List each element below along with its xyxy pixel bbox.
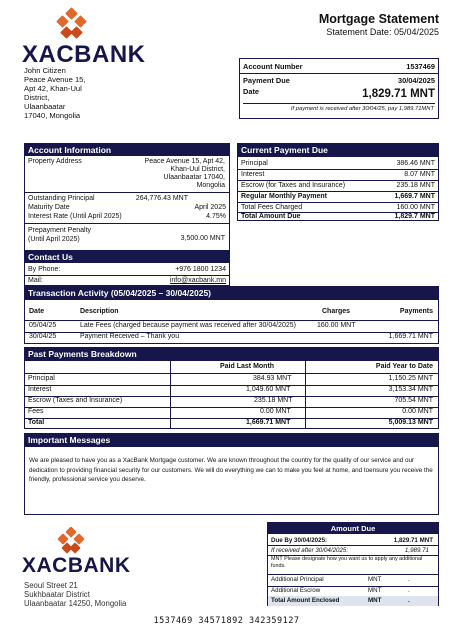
address-line: John Citizen — [24, 66, 66, 75]
address-line: Ulaanbaatar — [24, 102, 66, 111]
past-payments-row: Escrow (Taxes and Insurance) 235.18 MNT 705.54 MNT — [28, 397, 433, 404]
property-address-label: Property Address — [28, 158, 82, 165]
due-by-row: Due By 30/04/2025: 1,829.71 MNT — [271, 537, 433, 544]
account-information-header: Account Information — [25, 144, 229, 156]
transaction-activity-box — [24, 286, 439, 344]
address-line: Apt 42, Khan-Uul — [24, 84, 82, 93]
statement-title: Mortgage Statement — [318, 12, 439, 26]
statement-date: Statement Date: 05/04/2025 — [326, 27, 439, 37]
bank-logo-top — [22, 8, 146, 68]
past-payments-row: Principal 384.93 MNT 1,150.25 MNT — [28, 375, 433, 382]
account-row: Maturity Date April 2025 — [28, 203, 226, 211]
important-messages-box — [24, 433, 439, 515]
mail-address: info@xacbank.mn — [169, 277, 226, 284]
col-paid-last-month: Paid Last Month — [220, 363, 275, 370]
contact-box — [24, 250, 230, 286]
payment-row: Escrow (for Taxes and Insurance) 235.18 MNT — [241, 182, 435, 189]
important-messages-header: Important Messages — [25, 434, 438, 447]
col-date: Date — [29, 308, 45, 315]
account-row: Interest Rate (Until April 2025) 4.75% — [28, 212, 226, 220]
contact-header: Contact Us — [25, 251, 229, 263]
date-label: Date — [243, 87, 260, 96]
late-payment-note: If payment is received after 30/04/25, pay 1,989.71MNT — [290, 106, 434, 112]
col-payments: Payments — [399, 308, 433, 315]
past-payments-total-row: Total 1,669.71 MNT 5,009.13 MNT — [28, 419, 433, 426]
address-line: Peace Avenue 15, — [24, 75, 86, 84]
payment-row: Interest 8.07 MNT — [241, 171, 435, 178]
additional-funds-note: MNT Please designate how you want us to apply any additional funds. — [271, 556, 423, 569]
amount-due-coupon — [267, 522, 439, 606]
col-charges: Charges — [322, 308, 351, 315]
logo-mark-icon — [54, 8, 90, 42]
past-payments-box — [24, 347, 439, 429]
transaction-row: 30/04/25 Payment Received – Thank you 1,669.71 MNT — [29, 333, 433, 340]
address-line: 17040, Mongolia — [24, 111, 81, 120]
account-number-label: Account Number — [243, 61, 303, 71]
payment-due-value: 30/04/2025 — [398, 75, 435, 85]
phone-number: +976 1800 1234 — [175, 266, 226, 273]
past-payments-row: Fees 0.00 MNT 0.00 MNT — [28, 408, 433, 415]
payment-row: Principal 386.46 MNT — [241, 160, 435, 167]
late-amount-row: If received after 30/04/2025: 1,989.71 — [271, 547, 429, 554]
amount-due-value: 1,829.71 MNT — [362, 88, 435, 100]
account-number-value: 1537469 — [406, 61, 435, 71]
total-enclosed-row[interactable]: Total Amount Enclosed MNT . — [268, 596, 438, 606]
customer-address — [24, 66, 86, 120]
col-description: Description — [80, 308, 119, 315]
phone-label: By Phone: — [28, 266, 61, 273]
past-payments-header: Past Payments Breakdown — [25, 348, 438, 361]
micr-line: 1537469 34571892 342359127 — [153, 616, 300, 626]
bank-address: Seoul Street 21 Sukhbaatar District Ulaanbaatar 14250, Mongolia — [24, 581, 127, 608]
mail-label: Mail: — [28, 277, 43, 284]
prepayment-penalty-value: 3,500.00 MNT — [180, 235, 225, 242]
bank-logo-bottom — [22, 528, 131, 578]
payment-row-regular: Regular Monthly Payment 1,669.7 MNT — [241, 193, 435, 200]
payment-row: Total Fees Charged 160.00 MNT — [241, 204, 435, 211]
current-payment-header: Current Payment Due — [238, 144, 438, 157]
account-row: Outstanding Principal 264,776.43 MNT — [28, 194, 188, 202]
payment-row-total: Total Amount Due 1,829.7 MNT — [241, 213, 435, 220]
logo-wordmark: XACBANK — [22, 554, 131, 577]
current-payment-box — [237, 143, 439, 221]
transaction-header: Transaction Activity (05/04/2025 – 30/04/2025) — [25, 287, 438, 300]
address-line: District, — [24, 93, 50, 102]
additional-escrow-row[interactable]: Additional Escrow MNT . — [271, 587, 410, 594]
account-summary-box — [239, 58, 439, 119]
additional-principal-row[interactable]: Additional Principal MNT . — [271, 576, 410, 583]
amount-due-header: Amount Due — [268, 523, 438, 534]
payment-due-label: Payment Due — [243, 75, 290, 85]
prepayment-penalty-label: Prepayment Penalty (Until April 2025) — [28, 227, 92, 243]
transaction-row: 05/04/25 Late Fees (charged because payment was received after 30/04/2025) 160.00 MNT — [29, 322, 356, 329]
property-address-value: Peace Avenue 15, Apt 42, Khan-Uul District, Ulaanbaatar 17040, Mongolia — [144, 158, 225, 189]
important-messages-body: We are pleased to have you as a XacBank Mortgage customer. We are known throughout the country for the quality of our service and our dedication to providing financial security for our customers. We will do everything we can to make you feel at home, and toensure you receive the friendly, professional service you deserve. — [29, 457, 433, 483]
account-information-box — [24, 143, 230, 251]
logo-wordmark: XACBANK — [22, 41, 146, 68]
past-payments-row: Interest 1,049.60 MNT 3,153.34 MNT — [28, 386, 433, 393]
col-paid-ytd: Paid Year to Date — [375, 363, 433, 370]
